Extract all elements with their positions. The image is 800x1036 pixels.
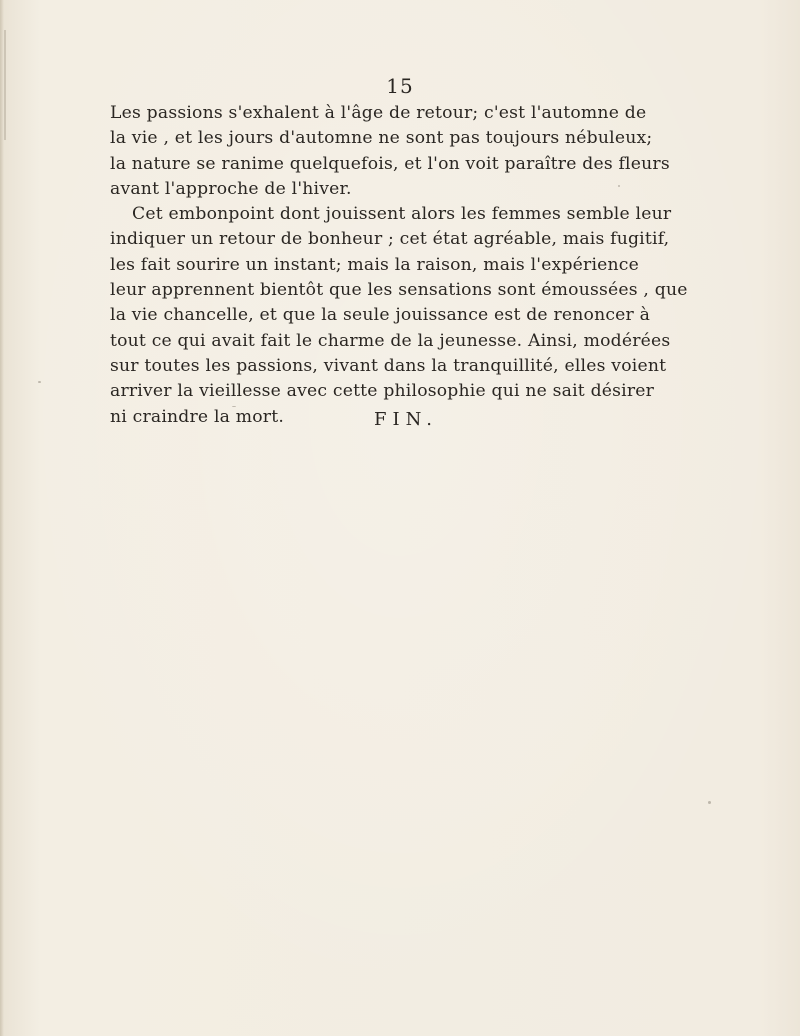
text-line: Les passions s'exhalent à l'âge de retour; c'est l'automne de	[110, 103, 647, 123]
page-edge-shadow	[0, 0, 4, 1036]
text-line: sur toutes les passions, vivant dans la tranquillité, elles voient	[110, 355, 667, 376]
text-line: leur apprennent bientôt que les sensations sont émoussées , que	[110, 280, 688, 301]
text-line: tout ce qui avait fait le charme de la jeunesse. Ainsi, modérées	[110, 330, 671, 351]
paper-speck	[708, 801, 711, 804]
text-line: la nature se ranime quelquefois, et l'on voit paraître des fleurs	[110, 153, 670, 174]
body-text	[110, 101, 688, 430]
text-line: la vie chancelle, et que la seule jouissance est de renoncer à	[110, 305, 651, 326]
paragraph-2	[110, 202, 688, 430]
text-line: Cet embonpoint dont jouissent alors les femmes semble leur	[132, 204, 672, 225]
text-line: les fait sourire un instant; mais la raison, mais l'expérience	[110, 254, 639, 275]
page-number: 15	[386, 74, 414, 98]
text-line: la vie , et les jours d'automne ne sont pas toujours nébuleux;	[110, 128, 653, 149]
paper-speck	[38, 381, 41, 383]
end-mark: FIN.	[374, 409, 438, 430]
text-line: arriver la vieillesse avec cette philosophie qui ne sait désirer	[110, 381, 655, 402]
paper-speck	[232, 406, 236, 407]
text-line: indiquer un retour de bonheur ; cet état agréable, mais fugitif,	[110, 229, 670, 250]
paper-speck	[618, 185, 620, 187]
paragraph-1	[110, 101, 670, 202]
text-line: avant l'approche de l'hiver.	[110, 178, 352, 199]
text-line: ni craindre la mort.	[110, 406, 284, 427]
